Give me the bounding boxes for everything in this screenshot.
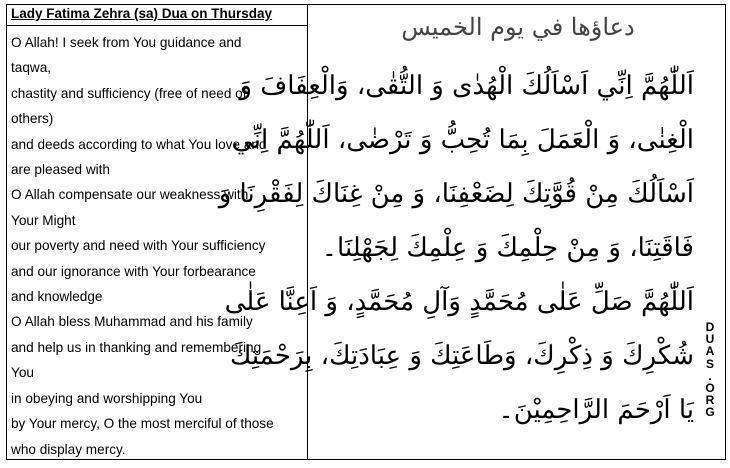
translation-line: by Your mercy, O the most merciful of those bbox=[11, 416, 274, 432]
watermark-letter: O bbox=[705, 381, 715, 396]
translation-line: and deeds according to what You love and bbox=[11, 136, 267, 152]
watermark-letter: A bbox=[705, 344, 715, 359]
translation-line: O Allah compensate our weakness with bbox=[11, 187, 249, 203]
arabic-line: اَللّٰهُمَّ صَلِّ عَلٰى مُحَمَّدٍ وَآلِ مُحَمَّدٍ، وَ اَعِنَّا عَلٰى bbox=[224, 287, 694, 317]
watermark-letter: D bbox=[705, 320, 715, 334]
translation-line: and help us in thanking and remembering bbox=[11, 339, 262, 355]
translation-line: and knowledge bbox=[11, 289, 103, 305]
translation-line: who display mercy. bbox=[11, 441, 126, 457]
dua-title: Lady Fatima Zehra (sa) Dua on Thursday bbox=[7, 5, 307, 26]
watermark-letter: . bbox=[708, 368, 712, 383]
translation-line: chastity and sufficiency (free of need of bbox=[11, 85, 247, 101]
arabic-line: الْغِنٰى، وَ الْعَمَلَ بِمَا تُحِبُّ وَ تَرْضٰى، اَللّٰهُمَّ اِنِّي bbox=[232, 125, 694, 155]
duas-org-watermark bbox=[700, 321, 720, 419]
watermark-letter: U bbox=[705, 332, 715, 347]
arabic-column bbox=[218, 5, 725, 459]
translation-line: are pleased with bbox=[11, 162, 110, 178]
translation-line: O Allah! I seek from You guidance and bbox=[11, 35, 242, 50]
watermark-letter: G bbox=[705, 405, 715, 420]
translation-line: You bbox=[11, 365, 34, 381]
arabic-dua-text bbox=[218, 59, 694, 437]
watermark-letter: R bbox=[705, 393, 715, 408]
translation-line: O Allah bless Muhammad and his family bbox=[11, 314, 253, 330]
watermark-letter: S bbox=[705, 356, 714, 371]
arabic-line: يَا اَرْحَمَ الرَّاحِمِيْنَ۔ bbox=[498, 395, 694, 425]
arabic-title: دعاؤها في يوم الخميس bbox=[401, 13, 635, 41]
translation-line: others) bbox=[11, 111, 54, 127]
translation-line: our poverty and need with Your sufficiency bbox=[11, 238, 266, 254]
arabic-line: شُكْرِكَ وَ ذِكْرِكَ، وَطَاعَتِكَ وَ عِبَادَتِكَ، بِرَحْمَتِكَ bbox=[229, 341, 694, 371]
arabic-line: اَللّٰهُمَّ اِنِّي اَسْاَلُكَ الْهُدٰى وَ التُّقٰى، وَالْعِفَافَ وَ bbox=[239, 71, 694, 101]
dua-table bbox=[6, 4, 726, 460]
translation-line: and our ignorance with Your forbearance bbox=[11, 263, 256, 279]
translation-line: in obeying and worshipping You bbox=[11, 390, 203, 406]
translation-line: Your Might bbox=[11, 212, 76, 228]
arabic-line: فَاقَتِنَا، وَ مِنْ حِلْمِكَ وَ عِلْمِكَ لِجَهْلِنَا۔ bbox=[321, 233, 694, 263]
translation-line: taqwa, bbox=[11, 60, 52, 76]
arabic-line: اَسْاَلُكَ مِنْ قُوَّتِكَ لِضَعْفِنَا، وَ مِنْ غِنَاكَ لِفَقْرِنَا وَ bbox=[218, 179, 694, 209]
